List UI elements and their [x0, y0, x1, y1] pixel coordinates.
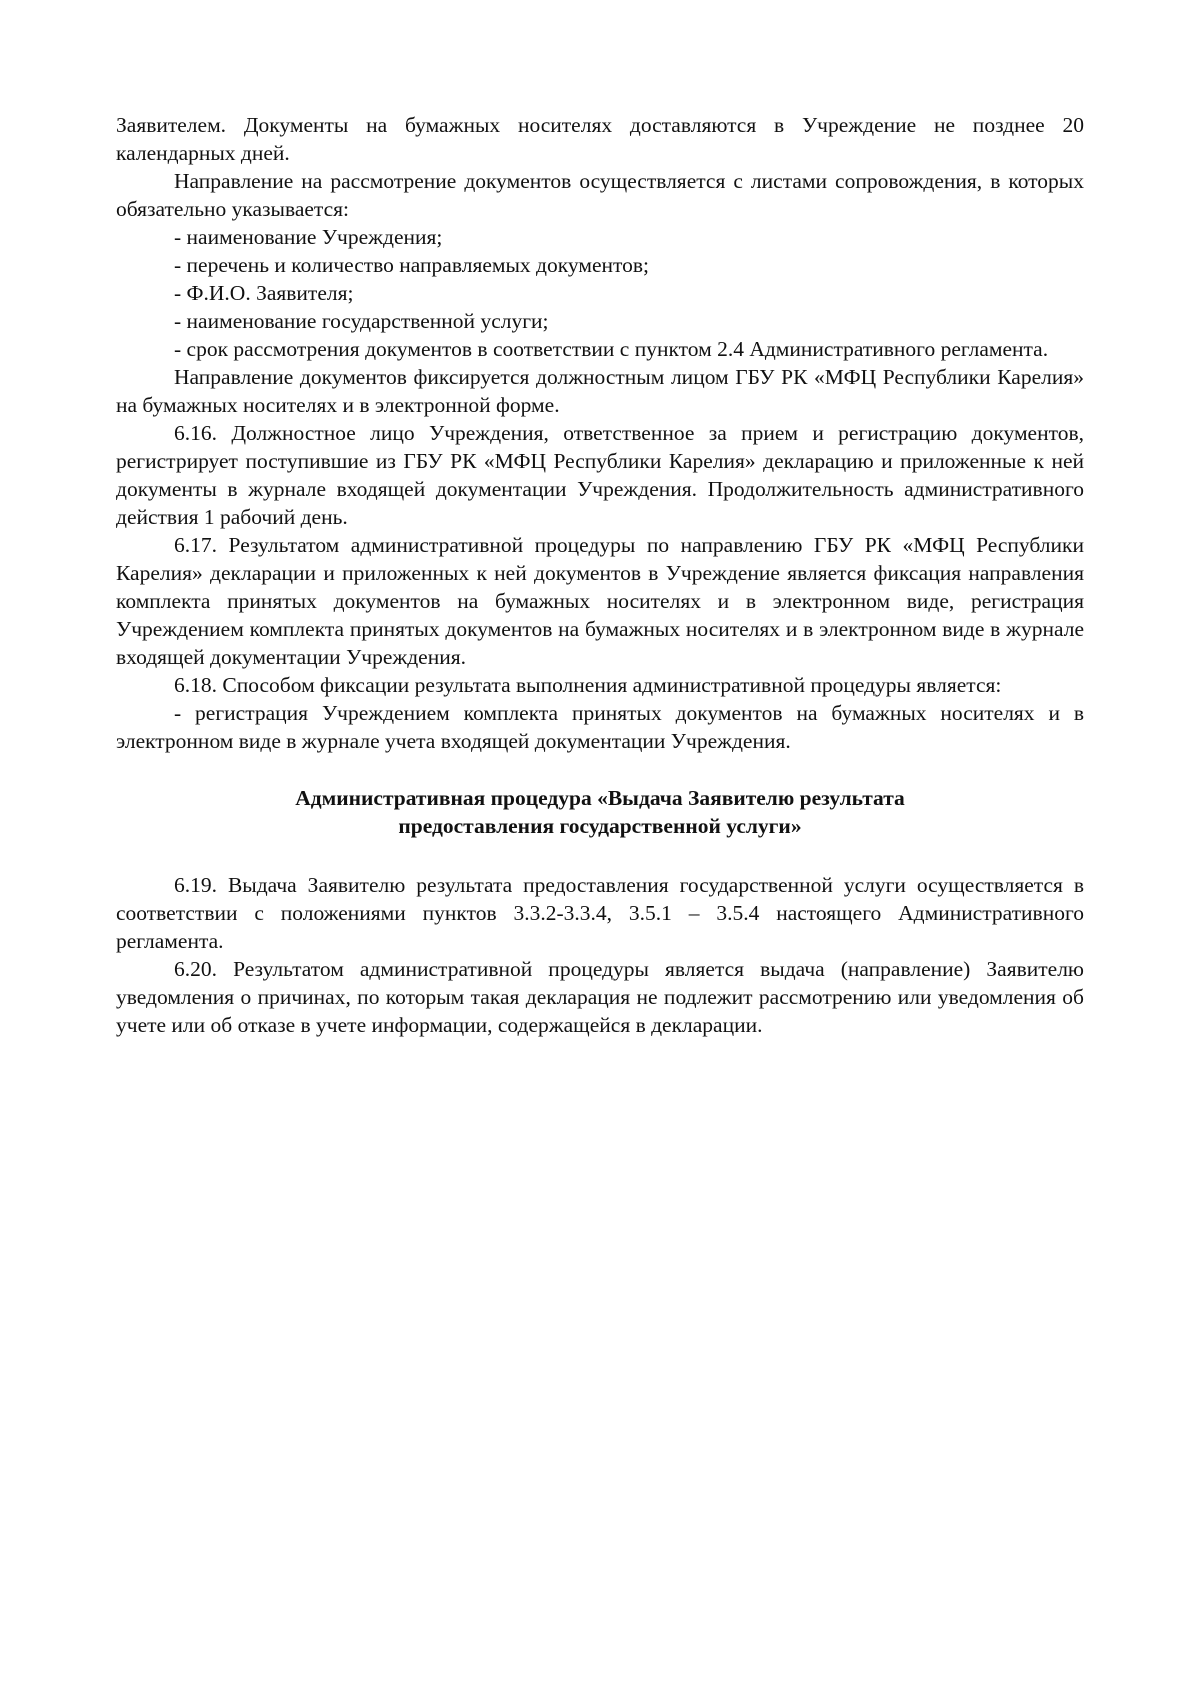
list-item-institution-name: - наименование Учреждения;: [174, 225, 443, 249]
paragraph-direction-recorded: Направление документов фиксируется должностным лицом ГБУ РК «МФЦ Республики Карелия» на бумажных носителях и в электронной форме.: [116, 365, 1084, 417]
list-item-review-deadline: - срок рассмотрения документов в соответствии с пунктом 2.4 Административного регламента.: [174, 337, 1049, 361]
list-item-registration: - регистрация Учреждением комплекта принятых документов на бумажных носителях и в электронном виде в журнале учета входящей документации Учреждения.: [116, 701, 1084, 753]
list-item-service-name: - наименование государственной услуги;: [174, 309, 549, 333]
section-heading-line-1: Административная процедура «Выдача Заявителю результата: [295, 786, 905, 810]
list-item-applicant-name: - Ф.И.О. Заявителя;: [174, 281, 354, 305]
section-heading-line-2: предоставления государственной услуги»: [398, 814, 802, 838]
document-body: [116, 111, 1084, 1039]
paragraph-6-16: 6.16. Должностное лицо Учреждения, ответственное за прием и регистрацию документов, регистрирует поступившие из ГБУ РК «МФЦ Республики Карелия» декларацию и приложенные к ней документы в журнале входящей документации Учреждения. Продолжительность административного действия 1 рабочий день.: [116, 421, 1084, 529]
paragraph-continuation: Заявителем. Документы на бумажных носителях доставляются в Учреждение не позднее 20 календарных дней.: [116, 113, 1084, 165]
paragraph-6-19: 6.19. Выдача Заявителю результата предоставления государственной услуги осуществляется в соответствии с положениями пунктов 3.3.2-3.3.4, 3.5.1 – 3.5.4 настоящего Административного регламента.: [116, 873, 1084, 953]
paragraph-6-20: 6.20. Результатом административной процедуры является выдача (направление) Заявителю уведомления о причинах, по которым такая декларация не подлежит рассмотрению или уведомления об учете или об отказе в учете информации, содержащейся в декларации.: [116, 957, 1084, 1037]
paragraph-6-17: 6.17. Результатом административной процедуры по направлению ГБУ РК «МФЦ Республики Карелия» декларации и приложенных к ней документов в Учреждение является фиксация направления комплекта принятых документов на бумажных носителях и в электронном виде, регистрация Учреждением комплекта принятых документов на бумажных носителях и в электронном виде в журнале входящей документации Учреждения.: [116, 533, 1084, 669]
paragraph-routing-sheets: Направление на рассмотрение документов осуществляется с листами сопровождения, в которых обязательно указывается:: [116, 169, 1084, 221]
list-item-document-list: - перечень и количество направляемых документов;: [174, 253, 649, 277]
section-heading: [116, 784, 1084, 840]
paragraph-6-18: 6.18. Способом фиксации результата выполнения административной процедуры является:: [174, 673, 1002, 697]
